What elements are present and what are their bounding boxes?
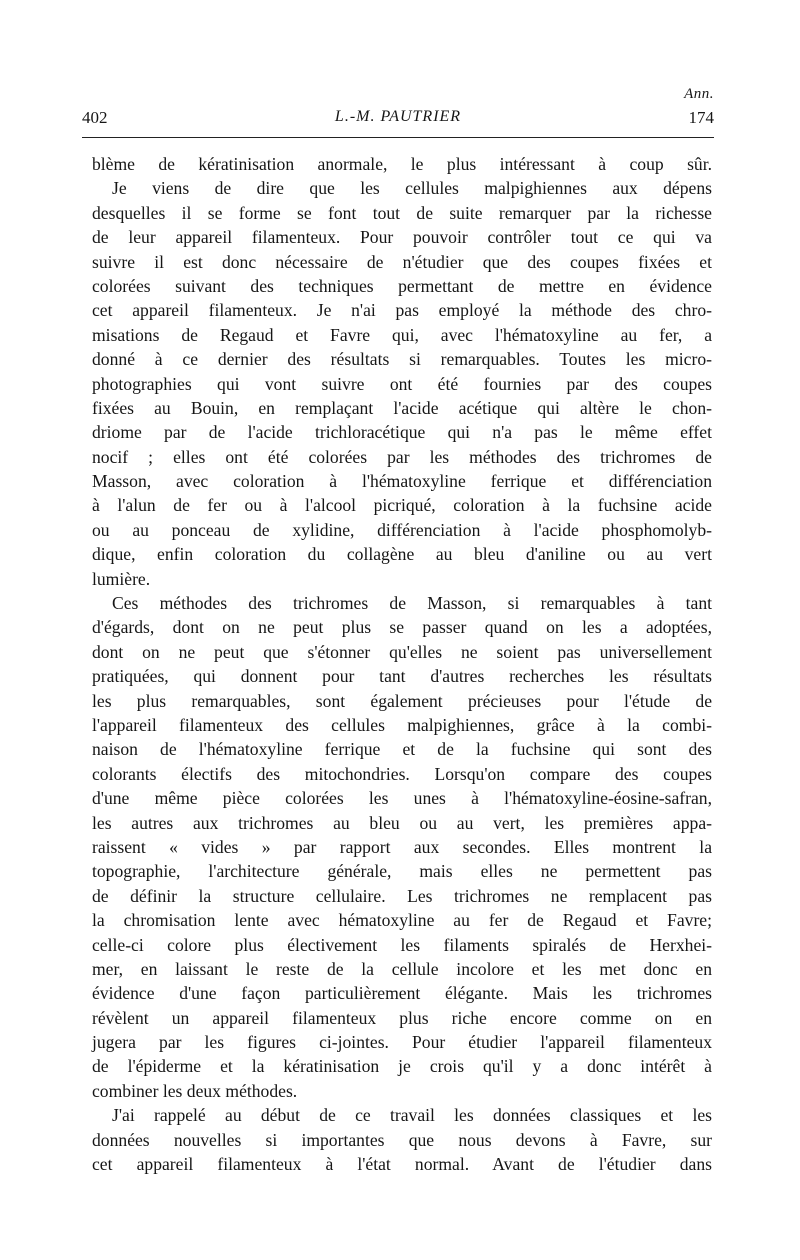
text-line: celle-ci colore plus électivement les filaments spiralés de Herxhei- bbox=[92, 934, 712, 955]
text-line: Masson, avec coloration à l'hématoxyline ferrique et différenciation bbox=[92, 471, 712, 492]
text-line: cet appareil filamenteux à l'état normal. Avant de l'étudier dans bbox=[92, 1154, 712, 1175]
text-line: fixées au Bouin, en remplaçant l'acide acétique qui altère le chon- bbox=[92, 397, 712, 418]
text-line: d'une même pièce colorées les unes à l'hématoxyline-éosine-safran, bbox=[92, 788, 712, 809]
text-line: l'appareil filamenteux des cellules malpighiennes, grâce à la combi- bbox=[92, 714, 712, 735]
text-line: les plus remarquables, sont également précieuses pour l'étude de bbox=[92, 690, 712, 711]
header-ann-number: 174 bbox=[688, 108, 714, 127]
running-header bbox=[82, 86, 714, 132]
text-line: à l'alun de fer ou à l'alcool picriqué, coloration à la fuchsine acide bbox=[92, 495, 712, 516]
text-line: topographie, l'architecture générale, mais elles ne permettent pas bbox=[92, 861, 712, 882]
text-line: combiner les deux méthodes. bbox=[92, 1080, 298, 1101]
text-line: pratiquées, qui donnent pour tant d'autres recherches les résultats bbox=[92, 666, 712, 687]
text-line: blème de kératinisation anormale, le plus intéressant à coup sûr. bbox=[92, 154, 712, 174]
text-line: jugera par les figures ci-jointes. Pour étudier l'appareil filamenteux bbox=[92, 1032, 712, 1053]
text-line: dont on ne peut que s'étonner qu'elles ne soient pas universellement bbox=[92, 641, 712, 662]
text-line: la chromisation lente avec hématoxyline au fer de Regaud et Favre; bbox=[92, 910, 712, 931]
text-line: évidence d'une façon particulièrement élégante. Mais les trichromes bbox=[92, 983, 712, 1004]
text-line: d'égards, dont on ne peut plus se passer quand on les a adoptées, bbox=[92, 617, 712, 638]
text-line: J'ai rappelé au début de ce travail les données classiques et les bbox=[112, 1105, 712, 1126]
text-line: nocif ; elles ont été colorées par les méthodes des trichromes de bbox=[92, 446, 712, 467]
body-text bbox=[92, 152, 712, 1176]
text-line: révèlent un appareil filamenteux plus riche encore comme on en bbox=[92, 1007, 712, 1028]
text-line: dique, enfin coloration du collagène au bleu d'aniline ou au vert bbox=[92, 544, 712, 565]
text-line: de définir la structure cellulaire. Les trichromes ne remplacent pas bbox=[92, 885, 712, 906]
text-line: de l'épiderme et la kératinisation je crois qu'il y a donc intérêt à bbox=[92, 1056, 712, 1077]
text-line: misations de Regaud et Favre qui, avec l'hématoxyline au fer, a bbox=[92, 324, 712, 345]
header-ann-label: Ann. bbox=[684, 86, 714, 102]
running-title: L.-M. PAUTRIER bbox=[334, 108, 462, 125]
text-line: Ces méthodes des trichromes de Masson, si remarquables à tant bbox=[112, 593, 712, 614]
text-line: photographies qui vont suivre ont été fournies par des coupes bbox=[92, 373, 712, 394]
text-line: desquelles il se forme se font tout de suite remarquer par la richesse bbox=[92, 202, 712, 223]
text-line: donné à ce dernier des résultats si remarquables. Toutes les micro- bbox=[92, 349, 712, 370]
text-line: driome par de l'acide trichloracétique qui n'a pas le même effet bbox=[92, 422, 712, 443]
text-line: mer, en laissant le reste de la cellule incolore et les met donc en bbox=[92, 958, 712, 979]
header-rule bbox=[82, 137, 714, 138]
text-line: suivre il est donc nécessaire de n'étudier que des coupes fixées et bbox=[92, 251, 712, 272]
text-line: Je viens de dire que les cellules malpighiennes aux dépens bbox=[112, 178, 712, 199]
text-line: données nouvelles si importantes que nous devons à Favre, sur bbox=[92, 1129, 712, 1150]
text-line: ou au ponceau de xylidine, différenciation à l'acide phosphomolyb- bbox=[92, 519, 712, 540]
text-line: de leur appareil filamenteux. Pour pouvoir contrôler tout ce qui va bbox=[92, 227, 712, 248]
text-line: colorées suivant des techniques permettant de mettre en évidence bbox=[92, 275, 712, 296]
text-line: lumière. bbox=[92, 568, 151, 589]
page-number: 402 bbox=[82, 108, 108, 127]
text-line: colorants électifs des mitochondries. Lorsqu'on compare des coupes bbox=[92, 763, 712, 784]
text-line: cet appareil filamenteux. Je n'ai pas employé la méthode des chro- bbox=[92, 300, 712, 321]
text-line: les autres aux trichromes au bleu ou au vert, les premières appa- bbox=[92, 812, 712, 833]
text-line: raissent « vides » par rapport aux secondes. Elles montrent la bbox=[92, 836, 712, 857]
text-line: naison de l'hématoxyline ferrique et de la fuchsine qui sont des bbox=[92, 739, 712, 760]
